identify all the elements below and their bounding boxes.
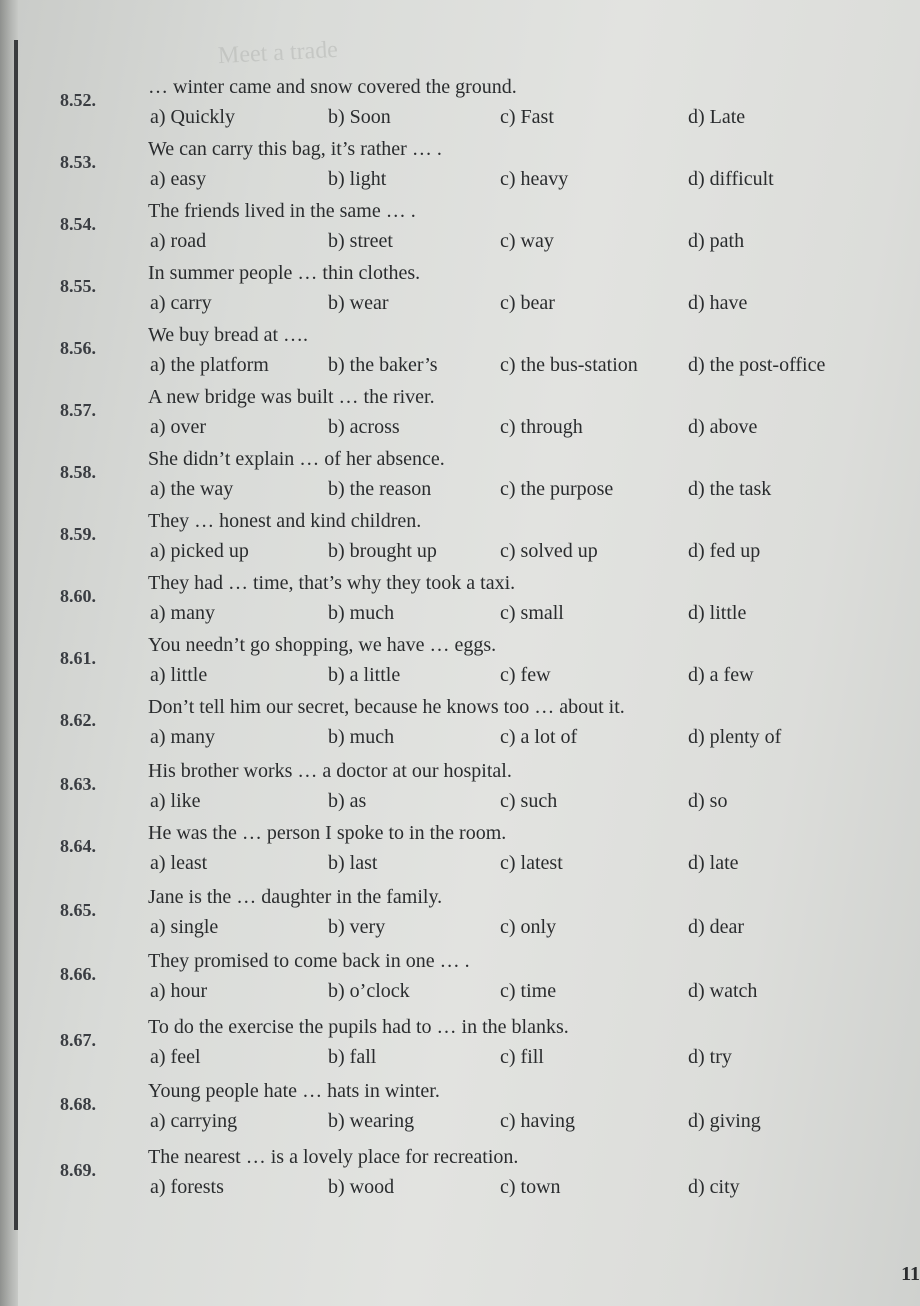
margin-line: [14, 40, 18, 1230]
option-d: d) the task: [688, 478, 772, 500]
option-c: c) through: [500, 416, 583, 438]
question-number: 8.55.: [60, 276, 96, 296]
option-a: a) hour: [150, 980, 208, 1002]
option-d: d) try: [688, 1046, 732, 1068]
question-item: [60, 258, 880, 320]
question-item: [60, 818, 880, 880]
option-c: c) the bus-station: [500, 354, 638, 376]
option-d: d) Late: [688, 106, 746, 128]
option-d: d) fed up: [688, 540, 761, 562]
option-d: d) giving: [688, 1110, 761, 1132]
option-c: c) such: [500, 790, 558, 812]
option-d: d) city: [688, 1176, 740, 1198]
option-a: a) many: [150, 602, 215, 624]
option-a: a) least: [150, 852, 208, 874]
question-item: [60, 692, 880, 754]
option-b: b) much: [328, 602, 395, 624]
question-number: 8.52.: [60, 90, 96, 110]
option-a: a) little: [150, 664, 208, 686]
option-c: c) the purpose: [500, 478, 614, 500]
question-text: We buy bread at ….: [148, 324, 308, 346]
option-a: a) like: [150, 790, 201, 812]
option-b: b) much: [328, 726, 395, 748]
question-text: A new bridge was built … the river.: [148, 386, 435, 408]
question-text: She didn’t explain … of her absence.: [148, 448, 445, 470]
option-d: d) late: [688, 852, 739, 874]
option-a: a) feel: [150, 1046, 201, 1068]
question-number: 8.68.: [60, 1094, 96, 1114]
question-item: [60, 882, 880, 944]
option-a: a) many: [150, 726, 215, 748]
question-text: He was the … person I spoke to in the room.: [148, 822, 507, 844]
option-b: b) across: [328, 416, 400, 438]
option-b: b) a little: [328, 664, 401, 686]
question-text: Young people hate … hats in winter.: [148, 1080, 440, 1102]
option-c: c) having: [500, 1110, 575, 1132]
option-c: c) heavy: [500, 168, 569, 190]
option-c: c) town: [500, 1176, 561, 1198]
option-b: b) last: [328, 852, 378, 874]
question-text: Don’t tell him our secret, because he knows too … about it.: [148, 696, 625, 718]
question-item: [60, 1076, 880, 1138]
option-d: d) above: [688, 416, 758, 438]
question-item: [60, 946, 880, 1008]
option-a: a) the way: [150, 478, 234, 500]
question-item: [60, 382, 880, 444]
option-d: d) a few: [688, 664, 754, 686]
option-a: a) picked up: [150, 540, 249, 562]
option-d: d) path: [688, 230, 745, 252]
option-b: b) o’clock: [328, 980, 410, 1002]
question-item: [60, 134, 880, 196]
question-item: [60, 320, 880, 382]
question-text: You needn’t go shopping, we have … eggs.: [148, 634, 497, 656]
question-number: 8.54.: [60, 214, 96, 234]
option-b: b) street: [328, 230, 393, 252]
option-c: c) fill: [500, 1046, 544, 1068]
bleed-through-heading: Meet a trade: [217, 36, 339, 70]
option-b: b) fall: [328, 1046, 377, 1068]
option-b: b) very: [328, 916, 386, 938]
option-a: a) road: [150, 230, 207, 252]
option-c: c) small: [500, 602, 564, 624]
option-c: c) only: [500, 916, 557, 938]
option-c: c) solved up: [500, 540, 598, 562]
question-item: [60, 756, 880, 818]
question-item: [60, 196, 880, 258]
question-number: 8.65.: [60, 900, 96, 920]
question-number: 8.63.: [60, 774, 96, 794]
option-d: d) have: [688, 292, 748, 314]
question-item: [60, 1142, 880, 1204]
option-b: b) brought up: [328, 540, 437, 562]
question-number: 8.57.: [60, 400, 96, 420]
question-number: 8.62.: [60, 710, 96, 730]
question-text: His brother works … a doctor at our hospital.: [148, 760, 512, 782]
option-d: d) so: [688, 790, 728, 812]
question-item: [60, 506, 880, 568]
question-number: 8.66.: [60, 964, 96, 984]
option-a: a) over: [150, 416, 207, 438]
page-number: 11: [901, 1263, 920, 1285]
question-text: … winter came and snow covered the ground.: [148, 76, 517, 98]
question-item: [60, 568, 880, 630]
question-text: In summer people … thin clothes.: [148, 262, 421, 284]
option-c: c) latest: [500, 852, 563, 874]
question-number: 8.61.: [60, 648, 96, 668]
question-number: 8.58.: [60, 462, 96, 482]
option-a: a) Quickly: [150, 106, 235, 128]
question-item: [60, 72, 880, 134]
option-b: b) light: [328, 168, 387, 190]
option-d: d) the post-office: [688, 354, 826, 376]
option-a: a) easy: [150, 168, 207, 190]
question-item: [60, 1012, 880, 1074]
option-a: a) carrying: [150, 1110, 238, 1132]
question-text: The friends lived in the same … .: [148, 200, 416, 222]
option-c: c) way: [500, 230, 554, 252]
option-c: c) few: [500, 664, 551, 686]
question-item: [60, 630, 880, 692]
option-c: c) bear: [500, 292, 555, 314]
option-d: d) watch: [688, 980, 758, 1002]
option-b: b) as: [328, 790, 367, 812]
question-text: They had … time, that’s why they took a taxi.: [148, 572, 516, 594]
option-d: d) plenty of: [688, 726, 782, 748]
question-number: 8.59.: [60, 524, 96, 544]
option-c: c) a lot of: [500, 726, 578, 748]
option-b: b) wood: [328, 1176, 395, 1198]
option-b: b) wear: [328, 292, 389, 314]
option-d: d) dear: [688, 916, 745, 938]
option-b: b) Soon: [328, 106, 391, 128]
option-c: c) time: [500, 980, 557, 1002]
question-text: The nearest … is a lovely place for recreation.: [148, 1146, 519, 1168]
option-c: c) Fast: [500, 106, 554, 128]
option-b: b) the baker’s: [328, 354, 438, 376]
option-b: b) wearing: [328, 1110, 415, 1132]
question-number: 8.67.: [60, 1030, 96, 1050]
question-text: They promised to come back in one … .: [148, 950, 470, 972]
option-b: b) the reason: [328, 478, 432, 500]
option-a: a) forests: [150, 1176, 224, 1198]
question-number: 8.60.: [60, 586, 96, 606]
option-a: a) the platform: [150, 354, 269, 376]
question-text: They … honest and kind children.: [148, 510, 422, 532]
question-number: 8.69.: [60, 1160, 96, 1180]
question-text: We can carry this bag, it’s rather … .: [148, 138, 442, 160]
question-number: 8.56.: [60, 338, 96, 358]
option-a: a) carry: [150, 292, 212, 314]
question-number: 8.64.: [60, 836, 96, 856]
question-text: Jane is the … daughter in the family.: [148, 886, 443, 908]
question-item: [60, 444, 880, 506]
question-number: 8.53.: [60, 152, 96, 172]
option-d: d) little: [688, 602, 747, 624]
question-text: To do the exercise the pupils had to … in the blanks.: [148, 1016, 569, 1038]
option-d: d) difficult: [688, 168, 774, 190]
option-a: a) single: [150, 916, 219, 938]
